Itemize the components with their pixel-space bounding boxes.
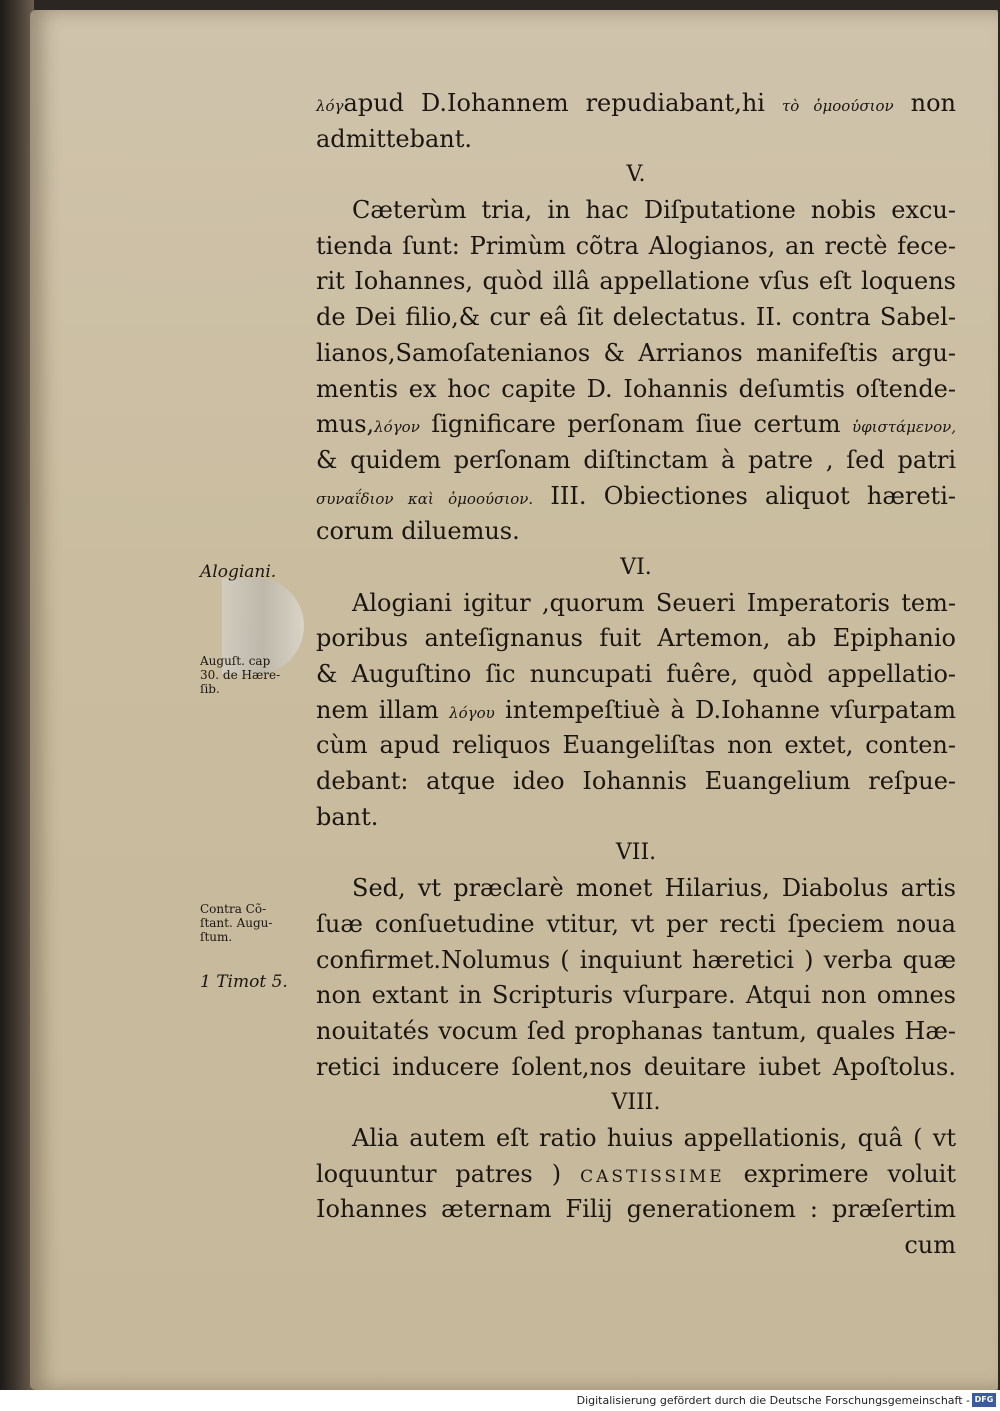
margin-note-timothy: 1 Timot 5.	[200, 972, 288, 992]
text-line-28: retici inducere ſolent,nos deuitare iubet Apoſtolus.	[316, 1052, 956, 1081]
text-line-9: mentis ex hoc capite D. Iohannis deſumtis oſtende-	[316, 374, 956, 403]
text-line-26: non extant in Scripturis vſurpare. Atqui non omnes	[316, 981, 956, 1010]
catchword: cum	[904, 1231, 956, 1259]
margin-note-alogiani: Alogiani.	[200, 562, 277, 582]
section-number-vii: VII.	[615, 840, 657, 866]
section-number-vi: VI.	[620, 554, 652, 580]
text-line-10: mus,λόγον ſignificare perſonam ſiue certum ὑφιστάμενον,	[316, 410, 956, 439]
text-line-18: nem illam λόγου intempeſtiuè à D.Iohanne vſurpatam	[316, 695, 956, 724]
digitization-footer	[0, 1390, 1000, 1411]
text-line-16: poribus anteſignanus fuit Artemon, ab Epiphanio	[316, 624, 956, 653]
text-line-13: corum diluemus.	[316, 517, 520, 546]
margin-note-contra	[200, 902, 312, 944]
text-line-20: debant: atque ideo Iohannis Euangelium reſpue-	[316, 767, 956, 796]
margin-note-contra-line-3: ſtum.	[200, 930, 233, 944]
book-spine-edge	[0, 0, 34, 1390]
margin-note-augustine	[200, 654, 312, 696]
text-line-25: confirmet.Nolumus ( inquiunt hæretici ) verba quæ	[316, 945, 956, 974]
text-line-7: de Dei filio,& cur eâ ſit delectatus. II. contra Sabel-	[316, 303, 956, 332]
margin-note-augustine-line-2: 30. de Hære-	[200, 668, 281, 682]
text-line-24: ſuæ conſuetudine vtitur, vt per recti ſpeciem noua	[316, 909, 956, 938]
margin-note-contra-line-1: Contra Cõ-	[200, 902, 267, 916]
text-line-1: λόγapud D.Iohannem repudiabant,hi τὸ ὁμοούσιον non	[316, 89, 956, 117]
text-line-31: loquuntur patres ) CASTISSIME exprimere voluit	[316, 1159, 956, 1188]
text-line-15: Alogiani igitur ,quorum Seueri Imperatoris tem-	[352, 588, 956, 617]
text-line-5: tienda ſunt: Primùm cõtra Alogianos, an rectè fece-	[316, 231, 956, 260]
funding-notice: Digitalisierung gefördert durch die Deutsche Forschungsgemeinschaft -	[576, 1394, 970, 1407]
text-line-32: Iohannes æternam Filij generationem : præſertim	[316, 1195, 956, 1224]
text-line-2: admittebant.	[316, 124, 472, 153]
text-line-23: Sed, vt præclarè monet Hilarius, Diabolus artis	[352, 874, 956, 903]
margin-note-augustine-line-3: ſib.	[200, 682, 220, 696]
dfg-logo: DFG	[972, 1393, 996, 1407]
section-number-v: V.	[626, 162, 646, 188]
text-line-12: συναΐδιον καὶ ὁμοούσιον. III. Obiectiones aliquot hæreti-	[316, 481, 956, 510]
text-line-30: Alia autem eſt ratio huius appellationis, quâ ( vt	[352, 1123, 956, 1152]
text-line-6: rit Iohannes, quòd illâ appellatione vſus eſt loquens	[316, 267, 956, 296]
margin-note-augustine-line-1: Auguſt. cap	[200, 654, 271, 668]
text-line-27: nouitatés vocum ſed prophanas tantum, quales Hæ-	[316, 1016, 956, 1045]
text-line-21: bant.	[316, 802, 379, 831]
text-line-11: & quidem perſonam diſtinctam à patre , ſed patri	[316, 445, 956, 474]
main-text-column	[316, 86, 956, 1264]
text-line-17: & Auguſtino ſic nuncupati fuêre, quòd appellatio-	[316, 660, 956, 688]
text-line-4: Cæterùm tria, in hac Diſputatione nobis excu-	[352, 196, 956, 225]
section-number-viii: VIII.	[611, 1090, 661, 1116]
text-line-8: lianos,Samoſatenianos & Arrianos manifeſtis argu-	[316, 338, 956, 367]
margin-note-contra-line-2: ſtant. Augu-	[200, 916, 273, 930]
text-line-19: cùm apud reliquos Euangeliſtas non extet, conten-	[316, 731, 956, 760]
